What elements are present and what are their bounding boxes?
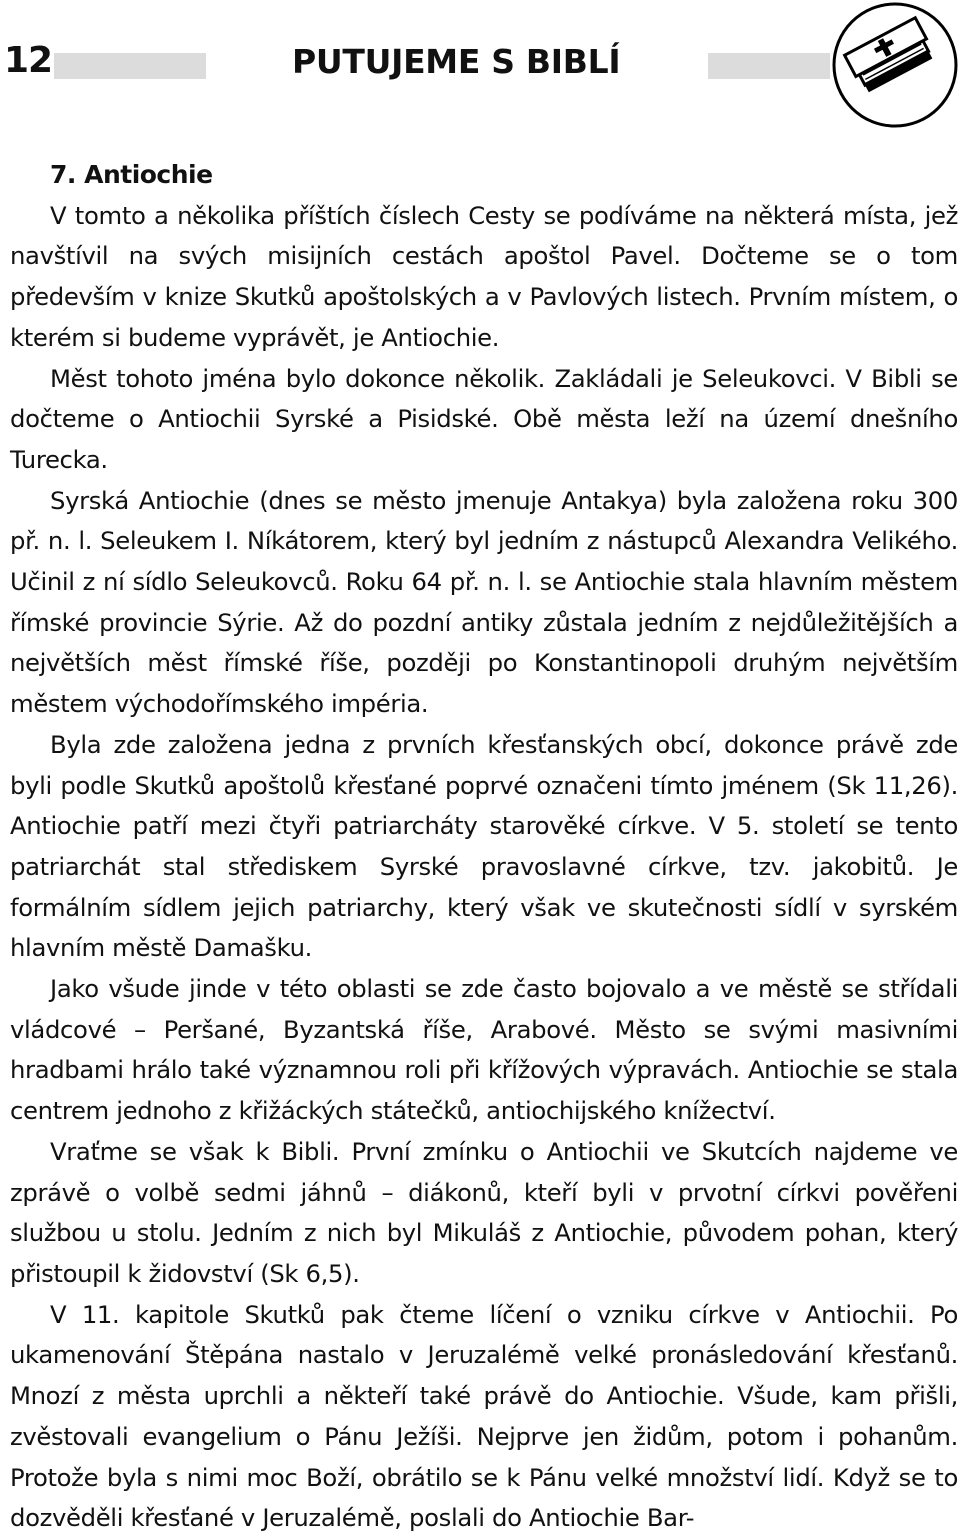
article-heading: 7. Antiochie: [50, 160, 213, 189]
article-paragraph: V 11. kapitole Skutků pak čteme líčení o vzniku církve v Antiochii. Po ukamenování Štěpána nastalo v Jeruzalémě velké pronásledování křesťanů. Mnozí z města uprchli a někteří také právě do Antiochie. Všude, kam přišli, zvěstovali evangelium o Pánu Ježíši. Nejprve jen židům, potom i pohanům. Protože byla s nimi moc Boží, obrátilo se k Pánu velké množství lidí. Když se to dozvěděli křesťané v Jeruzalémě, poslali do Antiochie Bar-: [10, 1299, 958, 1533]
running-title: PUTUJEME S BIBLÍ: [292, 42, 621, 81]
page-header: [0, 0, 960, 140]
article-paragraph: Syrská Antiochie (dnes se město jmenuje Antakya) byla založena roku 300 př. n. l. Seleukem I. Níkátorem, který byl jedním z nástupců Alexandra Velikého. Učinil z ní sídlo Seleukovců. Roku 64 př. n. l. se Antiochie stala hlavním městem římské provincie Sýrie. Až do pozdní antiky zůstala jedním z nejdůležitějších a největších měst římské říše, později po Konstantinopoli druhým největším městem východořímského impéria.: [10, 485, 958, 719]
page-number: 12: [4, 40, 53, 81]
article-paragraph: V tomto a několika příštích číslech Cesty se podíváme na některá místa, jež navštívil na svých misijních cestách apoštol Pavel. Dočteme se o tom především v knize Skutků apoštolských a v Pavlových listech. Prvním místem, o kterém si budeme vyprávět, je Antiochie.: [10, 200, 958, 352]
header-rule-right: [708, 53, 830, 79]
article-paragraph: Měst tohoto jména bylo dokonce několik. Zakládali je Seleukovci. V Bibli se dočteme o Antiochii Syrské a Pisidské. Obě města leží na území dnešního Turecka.: [10, 363, 958, 474]
article: [10, 155, 958, 1539]
article-paragraph: Vraťme se však k Bibli. První zmínku o Antiochii ve Skutcích najdeme ve zprávě o volbě sedmi jáhnů – diákonů, kteří byli v prvotní církvi pověřeni službou u stolu. Jedním z nich byl Mikuláš z Antiochie, původem pohan, který přistoupil k židovství (Sk 6,5).: [10, 1136, 958, 1288]
bible-book-icon: [830, 1, 960, 129]
article-paragraph: Jako všude jinde v této oblasti se zde často bojovalo a ve městě se střídali vládcové – Peršané, Byzantská říše, Arabové. Město se svými masivními hradbami hrálo také významnou roli při křížových výpravách. Antiochie se stala centrem jednoho z křižáckých státečků, antiochijského knížectví.: [10, 974, 958, 1126]
header-rule-left: [54, 53, 206, 79]
article-paragraph: Byla zde založena jedna z prvních křesťanských obcí, dokonce právě zde byli podle Skutků apoštolů křesťané poprvé označeni tímto jménem (Sk 11,26). Antiochie patří mezi čtyři patriarcháty starověké církve. V 5. století se tento patriarchát stal střediskem Syrské pravoslavné církve, tzv. jakobitů. Je formálním sídlem jejich patriarchy, který však ve skutečnosti sídlí v syrském hlavním městě Damašku.: [10, 729, 958, 963]
